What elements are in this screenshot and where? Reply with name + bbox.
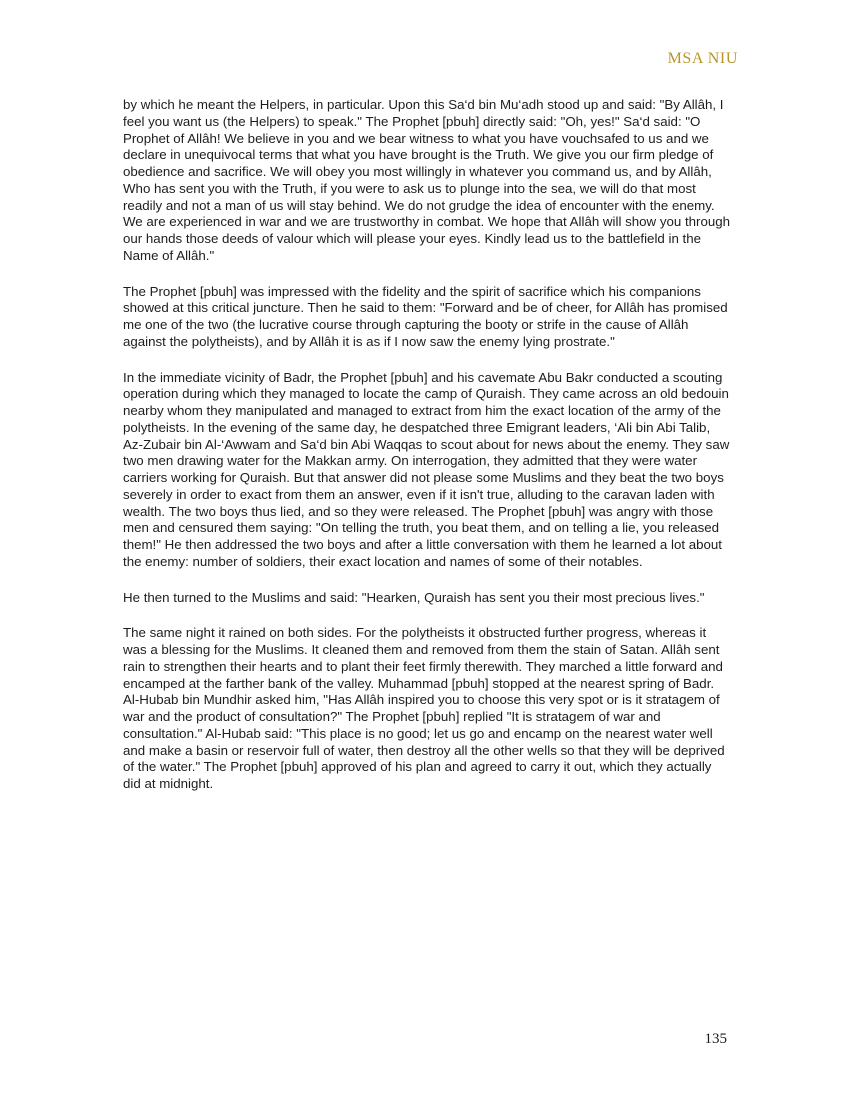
paragraph-3: In the immediate vicinity of Badr, the Prophet [pbuh] and his cavemate Abu Bakr conducted a scouting operation during which they managed to locate the camp of Quraish. They came across an old bedouin nearby whom they manipulated and managed to extract from him the exact location of the army of the polytheists. In the evening of the same day, he despatched three Emigrant leaders, ‘Ali bin Abi Talib, Az-Zubair bin Al-‘Awwam and Sa‘d bin Abi Waqqas to scout about for news about the enemy. They saw two men drawing water for the Makkan army. On interrogation, they admitted that they were water carriers working for Quraish. But that answer did not please some Muslims and they beat the two boys severely in order to exact from them an answer, even if it isn't true, alluding to the caravan laden with wealth. The two boys thus lied, and so they were released. The Prophet [pbuh] was angry with those men and censured them saying: "On telling the truth, you beat them, and on telling a lie, you released them!" He then addressed the two boys and after a little conversation with them he learned a lot about the enemy: number of soldiers, their exact location and names of some of their notables. — [123, 369, 730, 569]
paragraph-1: by which he meant the Helpers, in particular. Upon this Sa‘d bin Mu‘adh stood up and said: "By Allâh, I feel you want us (the Helpers) to speak." The Prophet [pbuh] directly said: "Oh, yes!" Sa‘d said: "O Prophet of Allâh! We believe in you and we bear witness to what you have vouchsafed to us and we declare in unequivocal terms that what you have brought is the Truth. We give you our firm pledge of obedience and sacrifice. We will obey you most willingly in whatever you command us, and by Allâh, Who has sent you with the Truth, if you were to ask us to plunge into the sea, we will do that most readily and not a man of us will stay behind. We do not grudge the idea of encounter with the enemy. We are experienced in war and we are trustworthy in combat. We hope that Allâh will show you through our hands those deeds of valour which will please your eyes. Kindly lead us to the battlefield in the Name of Allâh." — [123, 97, 731, 263]
paragraph-5: The same night it rained on both sides. For the polytheists it obstructed further progress, whereas it was a blessing for the Muslims. It cleaned them and removed from them the stain of Satan. Allâh sent rain to strengthen their hearts and to plant their feet firmly therewith. They marched a little forward and encamped at the farther bank of the valley. Muhammad [pbuh] stopped at the nearest spring of Badr. Al-Hubab bin Mundhir asked him, "Has Allâh inspired you to choose this very spot or is it stratagem of war and the product of consultation?" The Prophet [pbuh] replied "It is stratagem of war and consultation." Al-Hubab said: "This place is no good; let us go and encamp on the nearest water well and make a basin or reservoir full of water, then destroy all the other wells so that they will be deprived of the water." The Prophet [pbuh] approved of his plan and agreed to carry it out, which they actually did at midnight. — [123, 625, 725, 791]
page-header-text: MSA NIU — [667, 50, 738, 67]
paragraph-2: The Prophet [pbuh] was impressed with the fidelity and the spirit of sacrifice which his companions showed at this critical juncture. Then he said to them: "Forward and be of cheer, for Allâh has promised me one of the two (the lucrative course through capturing the booty or strife in the cause of Allâh against the polytheists), and by Allâh it is as if I now saw the enemy lying prostrate." — [123, 283, 728, 349]
paragraph-4: He then turned to the Muslims and said: "Hearken, Quraish has sent you their most precious lives." — [123, 589, 705, 605]
body-text — [123, 97, 731, 812]
page-number: 135 — [704, 1031, 727, 1047]
